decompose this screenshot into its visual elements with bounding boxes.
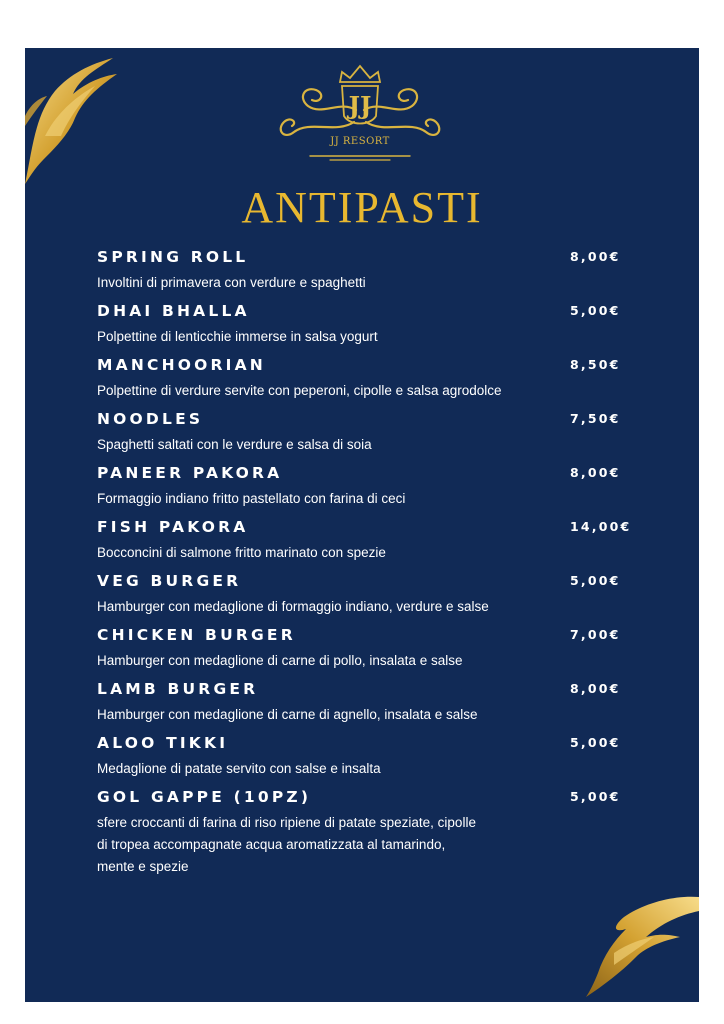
item-name: LAMB BURGER <box>97 680 259 698</box>
item-price: 8,00€ <box>570 249 621 264</box>
item-name: CHICKEN BURGER <box>97 626 296 644</box>
logo-caption: JJ RESORT <box>330 136 390 147</box>
item-description: Hamburger con medaglione di carne di agnello, insalata e salse <box>97 707 478 722</box>
menu-item <box>97 248 657 302</box>
menu-page <box>25 48 699 1002</box>
item-price: 7,50€ <box>570 411 621 426</box>
menu-list <box>97 248 657 874</box>
item-name: DHAI BHALLA <box>97 302 250 320</box>
item-description-line: di tropea accompagnate acqua aromatizzata al tamarindo, <box>97 837 446 852</box>
item-name: NOODLES <box>97 410 204 428</box>
menu-item <box>97 734 657 788</box>
gold-brush-decoration <box>25 56 120 186</box>
item-name: GOL GAPPE (10PZ) <box>97 788 312 806</box>
menu-item <box>97 302 657 356</box>
item-price: 8,50€ <box>570 357 621 372</box>
item-description-line: mente e spezie <box>97 859 189 874</box>
resort-logo <box>270 60 450 164</box>
item-description: Bocconcini di salmone fritto marinato con spezie <box>97 545 386 560</box>
gold-brush-decoration <box>584 893 699 998</box>
item-price: 5,00€ <box>570 573 621 588</box>
item-description: Involtini di primavera con verdure e spaghetti <box>97 275 366 290</box>
item-price: 7,00€ <box>570 627 621 642</box>
item-price: 5,00€ <box>570 735 621 750</box>
item-description: Hamburger con medaglione di carne di pollo, insalata e salse <box>97 653 463 668</box>
item-name: ALOO TIKKI <box>97 734 229 752</box>
item-name: SPRING ROLL <box>97 248 249 266</box>
item-price: 8,00€ <box>570 681 621 696</box>
menu-item <box>97 788 657 874</box>
item-name: FISH PAKORA <box>97 518 249 536</box>
item-description: Spaghetti saltati con le verdure e salsa di soia <box>97 437 372 452</box>
item-description-line: sfere croccanti di farina di riso ripiene di patate speziate, cipolle <box>97 815 476 830</box>
item-price: 8,00€ <box>570 465 621 480</box>
item-name: MANCHOORIAN <box>97 356 266 374</box>
logo-monogram: JJ <box>348 91 372 120</box>
menu-item <box>97 464 657 518</box>
item-description: Formaggio indiano fritto pastellato con farina di ceci <box>97 491 406 506</box>
item-description <box>97 812 557 878</box>
item-price: 5,00€ <box>570 789 621 804</box>
item-description: Medaglione di patate servito con salse e insalta <box>97 761 381 776</box>
item-name: VEG BURGER <box>97 572 242 590</box>
item-price: 14,00€ <box>570 519 632 534</box>
item-name: PANEER PAKORA <box>97 464 283 482</box>
menu-item <box>97 410 657 464</box>
page-title: ANTIPASTI <box>241 183 483 232</box>
menu-item <box>97 572 657 626</box>
menu-item <box>97 356 657 410</box>
item-description: Polpettine di lenticchie immerse in salsa yogurt <box>97 329 378 344</box>
item-price: 5,00€ <box>570 303 621 318</box>
item-description: Hamburger con medaglione di formaggio indiano, verdure e salse <box>97 599 489 614</box>
menu-item <box>97 518 657 572</box>
menu-item <box>97 680 657 734</box>
item-description: Polpettine di verdure servite con peperoni, cipolle e salsa agrodolce <box>97 383 502 398</box>
menu-item <box>97 626 657 680</box>
